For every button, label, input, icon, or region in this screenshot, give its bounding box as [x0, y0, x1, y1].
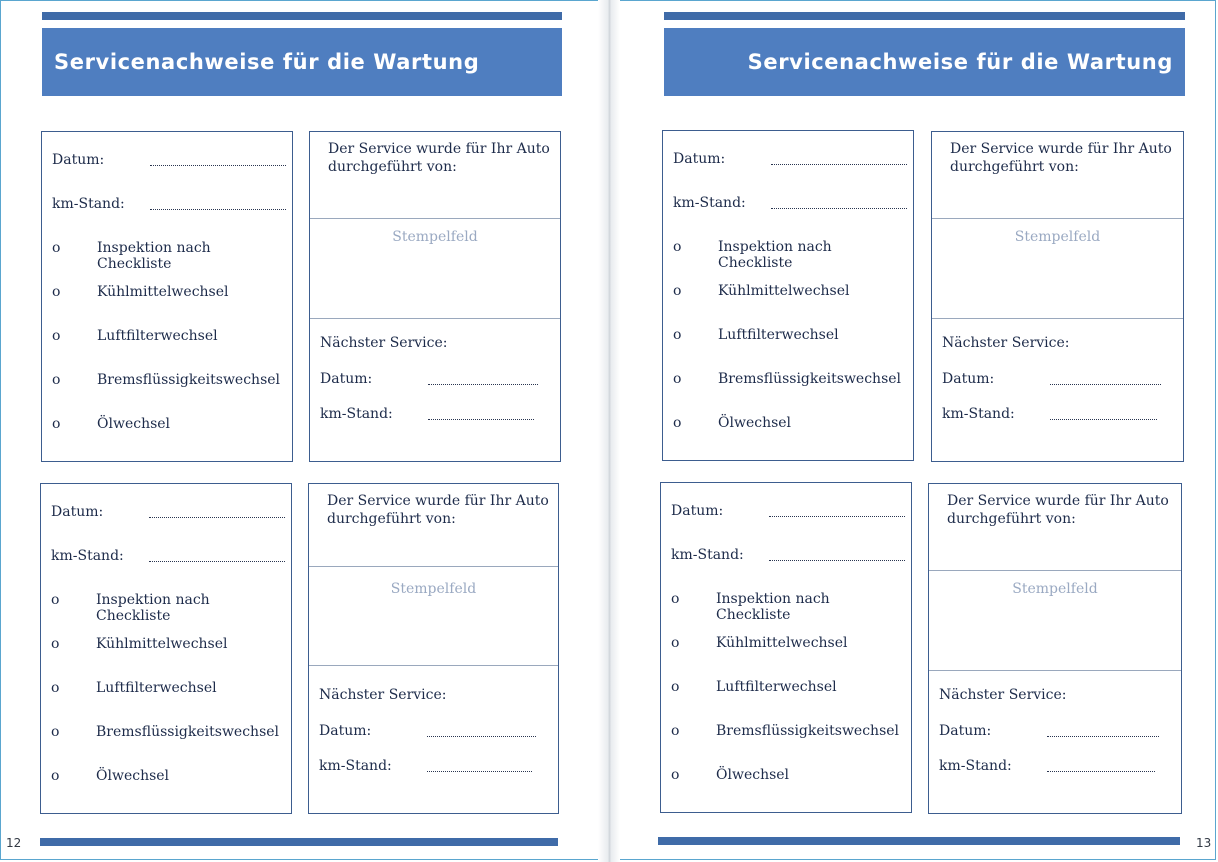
bottom-bar — [40, 838, 558, 846]
next-service-label: Nächster Service: — [942, 335, 1070, 351]
checklist-item — [673, 371, 907, 391]
next-km-line[interactable] — [427, 771, 532, 772]
next-km-row — [320, 406, 538, 426]
checklist-item — [671, 635, 905, 655]
checklist-item — [671, 591, 905, 623]
checkbox-bullet[interactable]: o — [673, 415, 682, 431]
next-datum-label: Datum: — [319, 723, 372, 739]
checklist-item — [51, 680, 285, 700]
km-line[interactable] — [149, 561, 285, 562]
checklist-item — [671, 767, 905, 787]
next-service-label: Nächster Service: — [939, 687, 1067, 703]
checkbox-bullet[interactable]: o — [52, 328, 61, 344]
divider — [309, 566, 558, 567]
checklist-item-label: Ölwechsel — [97, 416, 171, 432]
checklist-item — [52, 328, 286, 348]
next-km-label: km-Stand: — [939, 758, 1012, 774]
page-right — [612, 0, 1218, 862]
checklist-item-label: Kühlmittelwechsel — [97, 284, 229, 300]
bottom-bar — [658, 837, 1180, 845]
checklist-item-label: Inspektion nach Checkliste — [716, 591, 830, 623]
checklist-item-label: Luftfilterwechsel — [96, 680, 217, 696]
datum-row — [51, 504, 285, 524]
km-label: km-Stand: — [673, 195, 746, 211]
checkbox-bullet[interactable]: o — [52, 416, 61, 432]
checkbox-bullet[interactable]: o — [671, 635, 680, 651]
checkbox-bullet[interactable]: o — [673, 283, 682, 299]
km-label: km-Stand: — [51, 548, 124, 564]
checklist-item — [673, 239, 907, 271]
next-km-label: km-Stand: — [319, 758, 392, 774]
checklist-item-label: Inspektion nach Checkliste — [97, 240, 211, 272]
km-line[interactable] — [150, 209, 286, 210]
next-datum-label: Datum: — [320, 371, 373, 387]
checklist-item — [671, 723, 905, 743]
datum-line[interactable] — [149, 517, 285, 518]
km-label: km-Stand: — [52, 196, 125, 212]
next-km-row — [942, 406, 1161, 426]
next-service-label: Nächster Service: — [319, 687, 447, 703]
stamp-field-label: Stempelfeld — [392, 229, 478, 245]
header-title: Servicenachweise für die Wartung — [54, 50, 480, 74]
next-km-row — [319, 758, 536, 778]
checklist-item — [673, 283, 907, 303]
checklist-item — [51, 768, 285, 788]
checkbox-bullet[interactable]: o — [673, 239, 682, 255]
next-km-line[interactable] — [1050, 419, 1157, 420]
checklist-box — [40, 483, 292, 814]
datum-label: Datum: — [52, 152, 105, 168]
checkbox-bullet[interactable]: o — [51, 636, 60, 652]
stamp-field-label: Stempelfeld — [1014, 229, 1101, 245]
checklist-item — [51, 636, 285, 656]
next-service-label: Nächster Service: — [320, 335, 448, 351]
datum-line[interactable] — [771, 164, 907, 165]
header-title: Servicenachweise für die Wartung — [747, 50, 1173, 74]
checklist-item-label: Bremsflüssigkeitswechsel — [716, 723, 900, 739]
datum-line[interactable] — [769, 516, 905, 517]
next-datum-row — [942, 371, 1161, 391]
checklist-item-label: Bremsflüssigkeitswechsel — [718, 371, 902, 387]
datum-label: Datum: — [673, 151, 726, 167]
checklist-item-label: Bremsflüssigkeitswechsel — [97, 372, 281, 388]
checkbox-bullet[interactable]: o — [51, 592, 60, 608]
stamp-box — [931, 131, 1184, 462]
service-text: Der Service wurde für Ihr Auto durchgeführt von: — [947, 493, 1169, 527]
next-km-line[interactable] — [1047, 771, 1155, 772]
stamp-box — [928, 483, 1182, 814]
km-label: km-Stand: — [671, 547, 744, 563]
checklist-item — [51, 724, 285, 744]
checklist-item — [51, 592, 285, 624]
checkbox-bullet[interactable]: o — [671, 591, 680, 607]
divider — [310, 218, 560, 219]
divider — [309, 665, 558, 666]
checklist-item-label: Luftfilterwechsel — [716, 679, 837, 695]
km-row — [52, 196, 286, 216]
checklist-box — [662, 130, 914, 461]
next-km-label: km-Stand: — [320, 406, 393, 422]
checklist-item — [673, 327, 907, 347]
checkbox-bullet[interactable]: o — [673, 327, 682, 343]
checklist-item — [671, 679, 905, 699]
checklist-item-label: Kühlmittelwechsel — [718, 283, 850, 299]
stamp-field-label: Stempelfeld — [1012, 581, 1098, 597]
next-km-label: km-Stand: — [942, 406, 1015, 422]
km-row — [51, 548, 285, 568]
datum-label: Datum: — [51, 504, 104, 520]
next-datum-line[interactable] — [427, 736, 536, 737]
km-row — [671, 547, 905, 567]
checkbox-bullet[interactable]: o — [671, 679, 680, 695]
next-datum-line[interactable] — [1047, 736, 1159, 737]
checkbox-bullet[interactable]: o — [671, 767, 680, 783]
divider — [929, 570, 1181, 571]
page-number: 13 — [1196, 836, 1212, 850]
stamp-box — [309, 131, 561, 462]
checklist-item-label: Luftfilterwechsel — [97, 328, 218, 344]
divider — [310, 318, 560, 319]
checklist-item-label: Bremsflüssigkeitswechsel — [96, 724, 280, 740]
km-line[interactable] — [771, 208, 907, 209]
checklist-item — [52, 416, 286, 436]
checklist-item-label: Luftfilterwechsel — [718, 327, 839, 343]
datum-label: Datum: — [671, 503, 724, 519]
checklist-box — [41, 131, 293, 462]
top-bar — [42, 12, 562, 20]
checklist-item — [52, 240, 286, 272]
next-datum-line[interactable] — [428, 384, 538, 385]
next-datum-label: Datum: — [939, 723, 992, 739]
stamp-field-label: Stempelfeld — [390, 581, 477, 597]
next-datum-line[interactable] — [1050, 384, 1161, 385]
page-left — [0, 0, 608, 862]
stamp-box — [308, 483, 559, 814]
checkbox-bullet[interactable]: o — [673, 371, 682, 387]
checklist-item — [673, 415, 907, 435]
divider — [932, 318, 1183, 319]
next-datum-row — [319, 723, 536, 743]
checkbox-bullet[interactable]: o — [52, 240, 61, 256]
service-text: Der Service wurde für Ihr Auto durchgeführt von: — [950, 141, 1172, 175]
datum-row — [52, 152, 286, 172]
next-datum-row — [939, 723, 1159, 743]
next-km-row — [939, 758, 1159, 778]
checklist-item-label: Ölwechsel — [716, 767, 790, 783]
datum-line[interactable] — [150, 165, 286, 166]
checkbox-bullet[interactable]: o — [51, 680, 60, 696]
km-row — [673, 195, 907, 215]
datum-row — [671, 503, 905, 523]
checklist-item-label: Kühlmittelwechsel — [716, 635, 848, 651]
checklist-item-label: Inspektion nach Checkliste — [718, 239, 832, 271]
km-line[interactable] — [769, 560, 905, 561]
checkbox-bullet[interactable]: o — [52, 284, 61, 300]
service-text: Der Service wurde für Ihr Auto durchgeführt von: — [327, 493, 549, 527]
checkbox-bullet[interactable]: o — [671, 723, 680, 739]
checklist-item-label: Ölwechsel — [96, 768, 170, 784]
checklist-item — [52, 284, 286, 304]
page-number: 12 — [6, 836, 22, 850]
next-datum-row — [320, 371, 538, 391]
next-km-line[interactable] — [428, 419, 534, 420]
checklist-item-label: Inspektion nach Checkliste — [96, 592, 210, 624]
checklist-item — [52, 372, 286, 392]
divider — [932, 218, 1183, 219]
page-header — [664, 28, 1185, 96]
checklist-item-label: Kühlmittelwechsel — [96, 636, 228, 652]
top-bar — [664, 12, 1185, 20]
page-header — [42, 28, 562, 96]
service-text: Der Service wurde für Ihr Auto durchgeführt von: — [328, 141, 550, 175]
checklist-item-label: Ölwechsel — [718, 415, 792, 431]
datum-row — [673, 151, 907, 171]
checklist-box — [660, 482, 912, 813]
checkbox-bullet[interactable]: o — [52, 372, 61, 388]
next-datum-label: Datum: — [942, 371, 995, 387]
checkbox-bullet[interactable]: o — [51, 768, 60, 784]
divider — [929, 670, 1181, 671]
checkbox-bullet[interactable]: o — [51, 724, 60, 740]
